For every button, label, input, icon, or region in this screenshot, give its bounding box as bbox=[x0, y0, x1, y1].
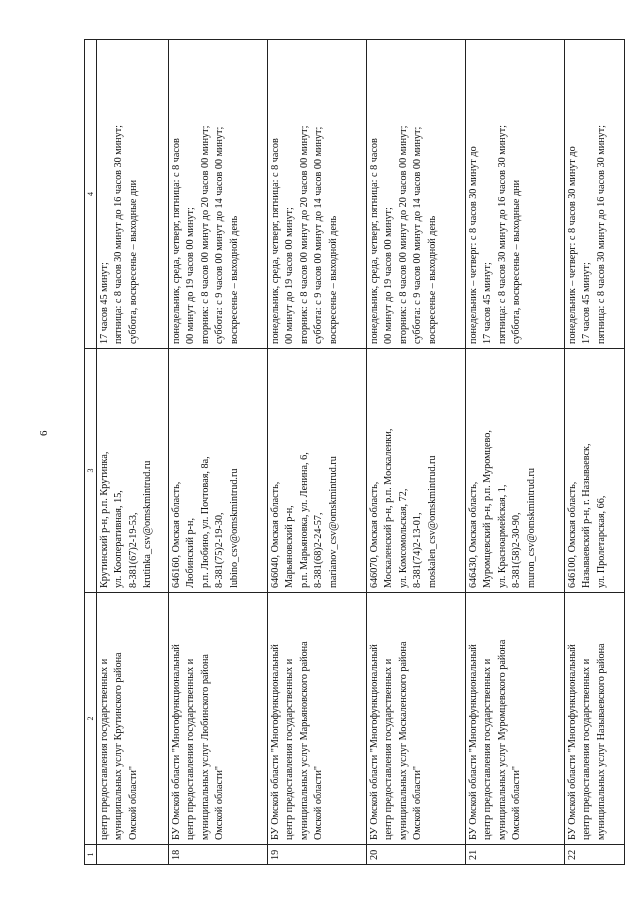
address-line: krutinka_csv@omskmintrud.ru bbox=[142, 460, 154, 588]
schedule-line: вторник: с 8 часов 00 минут до 20 часов 00 минут; bbox=[298, 125, 310, 344]
address-line: р.п. Любино, ул. Почтовая, 8а, bbox=[199, 456, 211, 588]
address-line: 8-381(74)2-13-01, bbox=[412, 512, 424, 588]
schedule-line: 00 минут до 19 часов 00 минут; bbox=[383, 207, 395, 344]
table-row bbox=[466, 40, 565, 865]
address-line: 646040, Омская область, bbox=[270, 481, 281, 588]
row-number bbox=[97, 845, 169, 865]
schedule-line: вторник: с 8 часов 00 минут до 20 часов 00 минут; bbox=[397, 125, 409, 344]
schedule-line: 17 часов 45 минут; bbox=[99, 262, 110, 344]
mfc-name-line: центр предоставления государственных и bbox=[185, 658, 197, 840]
schedule-line: понедельник, среда, четверг, пятница: с 8 часов bbox=[171, 138, 182, 344]
schedule-line: суббота: с 9 часов 00 минут до 14 часов 00 минут; bbox=[214, 126, 226, 344]
schedule-line: понедельник, среда, четверг, пятница: с 8 часов bbox=[270, 138, 281, 344]
schedule-cell bbox=[169, 40, 268, 349]
page-number: 6 bbox=[38, 430, 50, 436]
row-number: 20 bbox=[367, 845, 466, 865]
mfc-name-line: Омской области" bbox=[313, 765, 325, 840]
table-row bbox=[169, 40, 268, 865]
schedule-line: суббота: с 9 часов 00 минут до 14 часов 00 минут; bbox=[313, 126, 325, 344]
schedule-line: пятница: с 8 часов 30 минут до 16 часов 30 минут; bbox=[496, 125, 508, 344]
mfc-name-line: БУ Омской области "Многофункциональный bbox=[171, 644, 182, 840]
mfc-name-line: муниципальных услуг Москаленского района bbox=[397, 641, 409, 840]
address-line: 646100, Омская область, bbox=[567, 481, 578, 588]
schedule-line: воскресенье – выходной день bbox=[426, 215, 438, 344]
schedule-line: 17 часов 45 минут; bbox=[581, 262, 593, 344]
schedule-cell bbox=[268, 40, 367, 349]
rotated-table-wrapper bbox=[84, 40, 607, 865]
address-line: 8-381(68)2-24-57, bbox=[313, 512, 325, 588]
row-number: 22 bbox=[565, 845, 625, 865]
address-line: Крутинский р-н, р.п. Крутинка, bbox=[99, 451, 110, 588]
schedule-line: 17 часов 45 минут; bbox=[482, 262, 494, 344]
address-line: ул. Кооперативная, 15, bbox=[113, 490, 125, 588]
mfc-name-line: муниципальных услуг Называевского района bbox=[595, 643, 607, 840]
address-line: lubino_csv@omskmintrud.ru bbox=[228, 468, 240, 588]
row-number: 21 bbox=[466, 845, 565, 865]
mfc-name-line: БУ Омской области "Многофункциональный bbox=[369, 644, 380, 840]
schedule-cell bbox=[367, 40, 466, 349]
mfc-name-cell bbox=[367, 593, 466, 845]
column-header: 2 bbox=[85, 593, 97, 845]
address-line: 646430, Омская область, bbox=[468, 481, 479, 588]
address-line: Называевский р-н, г. Называевск, bbox=[581, 443, 593, 588]
schedule-line: 00 минут до 19 часов 00 минут; bbox=[185, 207, 197, 344]
mfc-name-line: центр предоставления государственных и bbox=[581, 658, 593, 840]
schedule-line: вторник: с 8 часов 00 минут до 20 часов 00 минут; bbox=[199, 125, 211, 344]
address-line: Марьяновский р-н, bbox=[284, 505, 296, 588]
row-number: 18 bbox=[169, 845, 268, 865]
schedule-line: воскресенье – выходной день bbox=[327, 215, 339, 344]
mfc-name-line: муниципальных услуг Любинского района bbox=[199, 654, 211, 840]
address-cell bbox=[97, 349, 169, 593]
address-line: 646070, Омская область, bbox=[369, 481, 380, 588]
mfc-name-line: центр предоставления государственных и bbox=[482, 658, 494, 840]
table-row bbox=[565, 40, 625, 865]
address-line: р.п. Марьяновка, ул. Ленина, 6, bbox=[298, 452, 310, 588]
mfc-name-line: муниципальных услуг Крутинского района bbox=[113, 652, 125, 840]
column-header: 3 bbox=[85, 349, 97, 593]
schedule-line: 00 минут до 19 часов 00 минут; bbox=[284, 207, 296, 344]
schedule-line: суббота: с 9 часов 00 минут до 14 часов 00 минут; bbox=[412, 126, 424, 344]
mfc-name-line: Омской области" bbox=[214, 765, 226, 840]
column-number-row bbox=[85, 40, 97, 865]
mfc-name-cell bbox=[565, 593, 625, 845]
address-cell bbox=[268, 349, 367, 593]
address-cell bbox=[565, 349, 625, 593]
schedule-line: пятница: с 8 часов 30 минут до 16 часов 30 минут; bbox=[595, 125, 607, 344]
mfc-name-cell bbox=[466, 593, 565, 845]
address-cell bbox=[367, 349, 466, 593]
address-line: ул. Красноармейская, 1, bbox=[496, 484, 508, 588]
mfc-name-line: БУ Омской области "Многофункциональный bbox=[468, 644, 479, 840]
document-frame bbox=[84, 40, 607, 865]
mfc-name-line: муниципальных услуг Марьяновского района bbox=[298, 641, 310, 840]
address-line: 8-381(75)2-19-30, bbox=[214, 512, 226, 588]
schedule-cell bbox=[466, 40, 565, 349]
mfc-name-line: центр предоставления государственных и bbox=[284, 658, 296, 840]
address-cell bbox=[169, 349, 268, 593]
schedule-line: пятница: с 8 часов 30 минут до 16 часов 30 минут; bbox=[113, 125, 125, 344]
address-line: Любинский р-н, bbox=[185, 517, 197, 588]
address-line: 8-381(67)2-19-53, bbox=[127, 512, 139, 588]
mfc-name-cell bbox=[268, 593, 367, 845]
address-line: Муромцевский р-н, р.п. Муромцево, bbox=[482, 430, 494, 588]
mfc-name-line: центр предоставления государственных и bbox=[383, 658, 395, 840]
row-number: 19 bbox=[268, 845, 367, 865]
schedule-line: понедельник – четверг: с 8 часов 30 минут до bbox=[468, 146, 479, 344]
schedule-cell bbox=[97, 40, 169, 349]
table-row bbox=[97, 40, 169, 865]
table-row bbox=[268, 40, 367, 865]
mfc-name-line: БУ Омской области "Многофункциональный bbox=[567, 644, 578, 840]
table-row bbox=[367, 40, 466, 865]
mfc-name-line: Омской области" bbox=[511, 765, 523, 840]
address-line: marianov_csv@omskmintrud.ru bbox=[327, 456, 339, 588]
address-line: moskalen_csv@omskmintrud.ru bbox=[426, 455, 438, 588]
mfc-name-line: центр предоставления государственных и bbox=[99, 658, 110, 840]
mfc-table bbox=[84, 39, 625, 865]
mfc-name-line: БУ Омской области "Многофункциональный bbox=[270, 644, 281, 840]
mfc-name-cell bbox=[169, 593, 268, 845]
schedule-line: понедельник, среда, четверг, пятница: с 8 часов bbox=[369, 138, 380, 344]
mfc-name-line: Омской области" bbox=[127, 765, 139, 840]
schedule-line: понедельник – четверг: с 8 часов 30 минут до bbox=[567, 146, 578, 344]
address-line: 646160, Омская область, bbox=[171, 481, 182, 588]
schedule-cell bbox=[565, 40, 625, 349]
mfc-name-cell bbox=[97, 593, 169, 845]
address-line: 8-381(58)2-30-90, bbox=[511, 512, 523, 588]
address-cell bbox=[466, 349, 565, 593]
schedule-line: воскресенье – выходной день bbox=[228, 215, 240, 344]
schedule-line: суббота, воскресенье – выходные дни bbox=[127, 179, 139, 344]
mfc-name-line: Омской области" bbox=[412, 765, 424, 840]
address-line: ул. Пролетарская, 66, bbox=[595, 495, 607, 588]
address-line: Москаленский р-н, р.п. Москаленки, bbox=[383, 428, 395, 588]
schedule-line: суббота, воскресенье – выходные дни bbox=[511, 179, 523, 344]
table-body bbox=[97, 40, 625, 865]
address-line: muron_csv@omskmintrud.ru bbox=[525, 467, 537, 588]
mfc-name-line: муниципальных услуг Муромцевского района bbox=[496, 639, 508, 840]
column-header: 1 bbox=[85, 845, 97, 865]
address-line: ул. Комсомольская, 72, bbox=[397, 488, 409, 588]
column-header: 4 bbox=[85, 40, 97, 349]
